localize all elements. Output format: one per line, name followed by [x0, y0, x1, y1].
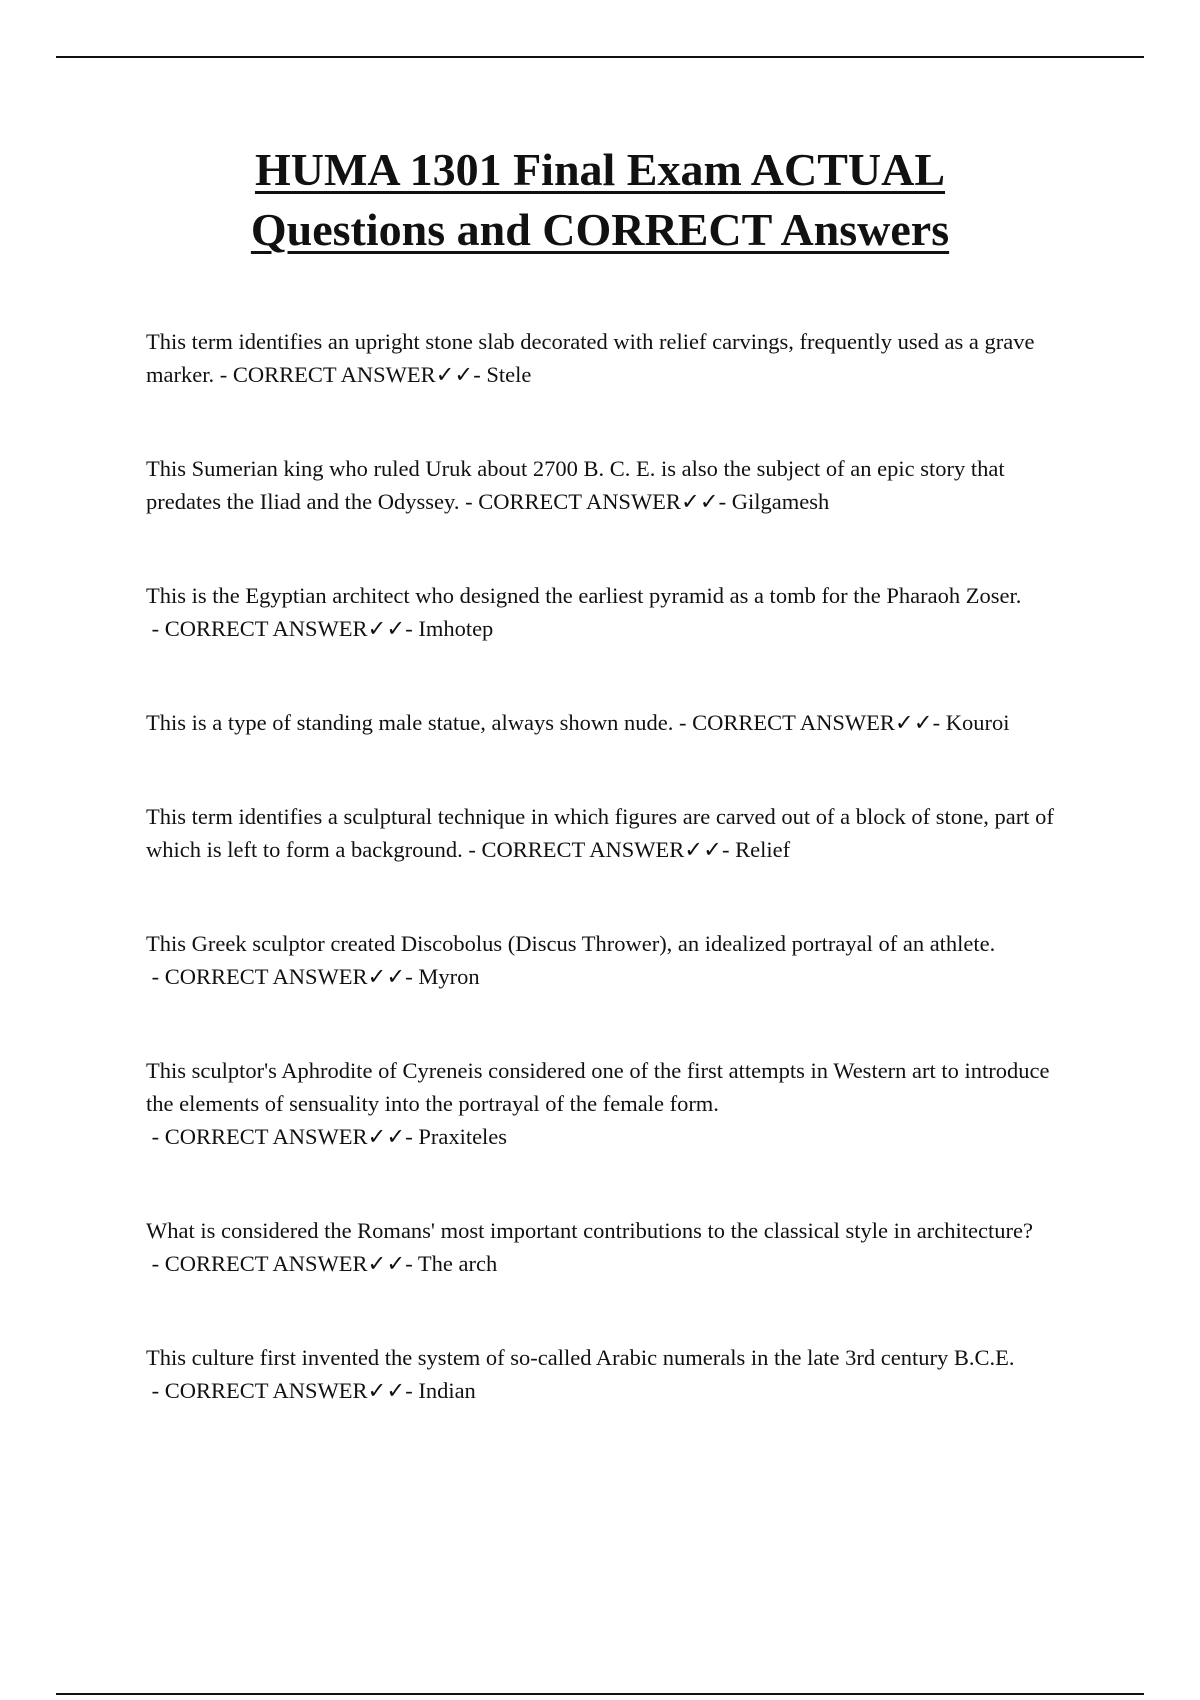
question-text: This term identifies an upright stone slab decorated with relief carvings, frequently used as a grave marker. [146, 329, 1035, 387]
answer-separator: - CORRECT ANSWER [214, 362, 436, 387]
question-text: What is considered the Romans' most important contributions to the classical style in architecture? [146, 1218, 1033, 1243]
qa-item [146, 927, 1061, 993]
checkmark-icon: ✓✓ [367, 1124, 406, 1149]
checkmark-icon: ✓✓ [367, 1251, 406, 1276]
answer-text: The arch [417, 1251, 498, 1276]
question-list [146, 325, 1061, 1407]
title-line-2: Questions and CORRECT Answers [250, 204, 950, 255]
answer-text: Relief [735, 837, 791, 862]
answer-separator: - CORRECT ANSWER [146, 964, 368, 989]
answer-prefix: - [473, 362, 487, 387]
qa-item [146, 579, 1061, 645]
qa-item [146, 1054, 1061, 1153]
checkmark-icon: ✓✓ [435, 362, 474, 387]
answer-text: Stele [486, 362, 532, 387]
top-rule [56, 56, 1144, 58]
page-title [150, 140, 1050, 260]
question-text: This Sumerian king who ruled Uruk about 2700 B. C. E. is also the subject of an epic story that predates the Iliad and the Odyssey. [146, 456, 1005, 514]
question-text: This sculptor's Aphrodite of Cyreneis considered one of the first attempts in Western art to introduce the elements of sensuality into the portrayal of the female form. [146, 1058, 1050, 1116]
question-text: This Greek sculptor created Discobolus (Discus Thrower), an idealized portrayal of an athlete. [146, 931, 996, 956]
checkmark-icon: ✓✓ [894, 710, 933, 735]
answer-text: Imhotep [418, 616, 494, 641]
checkmark-icon: ✓✓ [684, 837, 722, 862]
answer-prefix: - [405, 964, 419, 989]
answer-prefix: - [405, 1378, 419, 1403]
answer-text: Indian [418, 1378, 476, 1403]
checkmark-icon: ✓✓ [680, 489, 719, 514]
answer-separator: - CORRECT ANSWER [146, 1378, 368, 1403]
answer-prefix: - [405, 1251, 418, 1276]
qa-item [146, 800, 1061, 866]
qa-item [146, 452, 1061, 518]
bottom-rule [56, 1693, 1144, 1695]
answer-prefix: - [405, 1124, 419, 1149]
answer-text: Kouroi [945, 710, 1010, 735]
question-text: This is the Egyptian architect who designed the earliest pyramid as a tomb for the Pharaoh Zoser. [146, 583, 1022, 608]
answer-separator: - CORRECT ANSWER [146, 1124, 368, 1149]
answer-separator: - CORRECT ANSWER [673, 710, 895, 735]
question-text: This is a type of standing male statue, always shown nude. [146, 710, 674, 735]
qa-item [146, 325, 1061, 391]
answer-text: Myron [418, 964, 480, 989]
answer-separator: - CORRECT ANSWER [462, 837, 685, 862]
answer-prefix: - [932, 710, 946, 735]
answer-separator: - CORRECT ANSWER [146, 1251, 368, 1276]
checkmark-icon: ✓✓ [367, 616, 406, 641]
answer-separator: - CORRECT ANSWER [459, 489, 681, 514]
qa-item [146, 1214, 1061, 1280]
checkmark-icon: ✓✓ [367, 1378, 406, 1403]
answer-text: Gilgamesh [731, 489, 830, 514]
answer-prefix: - [405, 616, 419, 641]
qa-item [146, 1341, 1061, 1407]
answer-prefix: - [718, 489, 732, 514]
question-text: This culture first invented the system of so-called Arabic numerals in the late 3rd century B.C.E. [146, 1345, 1015, 1370]
answer-prefix: - [722, 837, 736, 862]
question-text: This term identifies a sculptural technique in which figures are carved out of a block of stone, part of which is left to form a background. [146, 804, 1054, 862]
answer-text: Praxiteles [418, 1124, 508, 1149]
checkmark-icon: ✓✓ [367, 964, 406, 989]
answer-separator: - CORRECT ANSWER [146, 616, 368, 641]
qa-item [146, 706, 1061, 739]
title-line-1: HUMA 1301 Final Exam ACTUAL [254, 144, 946, 195]
